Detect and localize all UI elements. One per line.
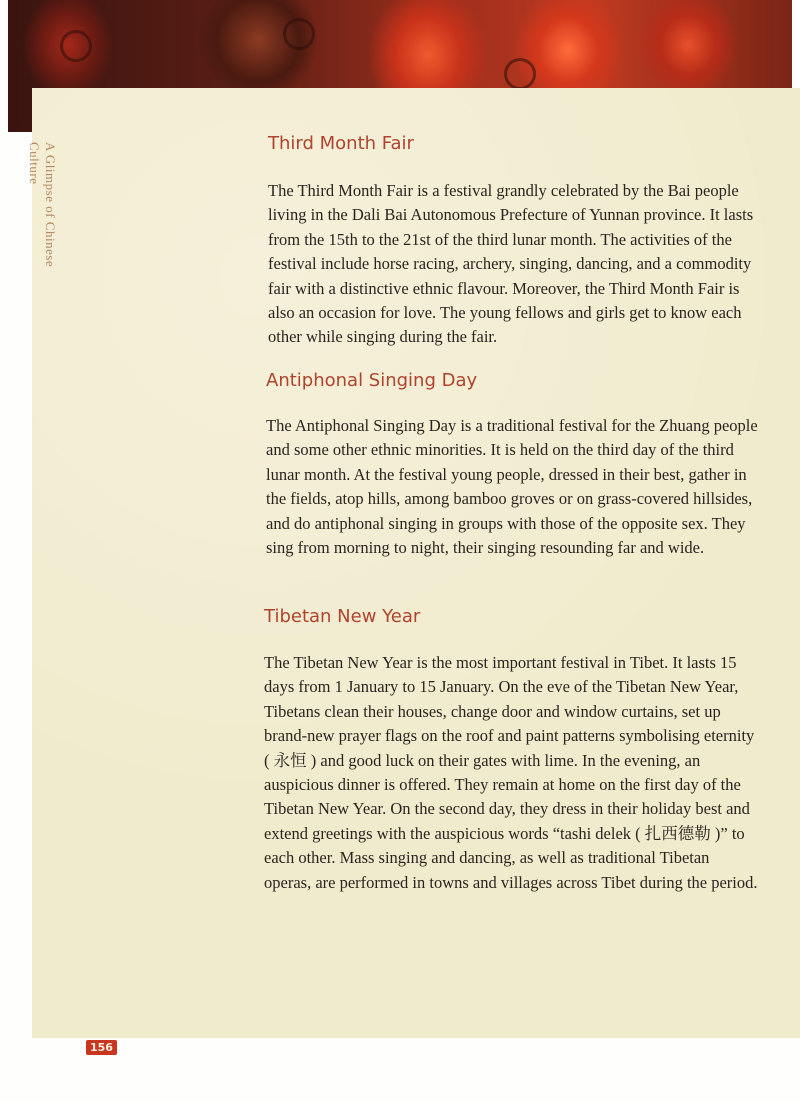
section-body-antiphonal-singing-day: The Antiphonal Singing Day is a traditional festival for the Zhuang people and some other ethnic minorities. It is held on the third day of the third lunar month. At the festival young people, dressed in their best, gather in the fields, atop hills, among bamboo groves or on grass-covered hillsides, and do antiphonal singing in groups with those of the opposite sex. They sing from morning to night, their singing resounding far and wide.	[266, 416, 758, 558]
book-title-sidebar: A Glimpse of Chinese Culture	[27, 142, 58, 268]
page-number-badge: 156	[86, 1040, 117, 1055]
lantern-ornament	[504, 58, 536, 90]
lantern-ornament	[283, 18, 315, 50]
section-heading-third-month-fair: Third Month Fair	[268, 133, 414, 154]
section-body-tibetan-new-year: The Tibetan New Year is the most important festival in Tibet. It lasts 15 days from 1 January to 15 January. On the eve of the Tibetan New Year, Tibetans clean their houses, change door and window curtains, set up brand-new prayer flags on the roof and paint patterns symbolising eternity ( 永恒 ) and good luck on their gates with lime. In the evening, an auspicious dinner is offered. They remain at home on the first day of the Tibetan New Year. On the second day, they dress in their holiday best and extend greetings with the auspicious words “tashi delek ( 扎西德勒 )” to each other. Mass singing and dancing, as well as traditional Tibetan operas, are performed in towns and villages across Tibet during the period.	[264, 653, 758, 892]
lantern-ornament	[60, 30, 92, 62]
section-body-third-month-fair: The Third Month Fair is a festival grandly celebrated by the Bai people living in the Dali Bai Autonomous Prefecture of Yunnan province. It lasts from the 15th to the 21st of the third lunar month. The activities of the festival include horse racing, archery, singing, dancing, and a commodity fair with a distinctive ethnic flavour. Moreover, the Third Month Fair is also an occasion for love. The young fellows and girls get to know each other while singing during the fair.	[268, 181, 754, 347]
section-heading-tibetan-new-year: Tibetan New Year	[264, 606, 421, 627]
section-heading-antiphonal-singing-day: Antiphonal Singing Day	[266, 370, 478, 391]
